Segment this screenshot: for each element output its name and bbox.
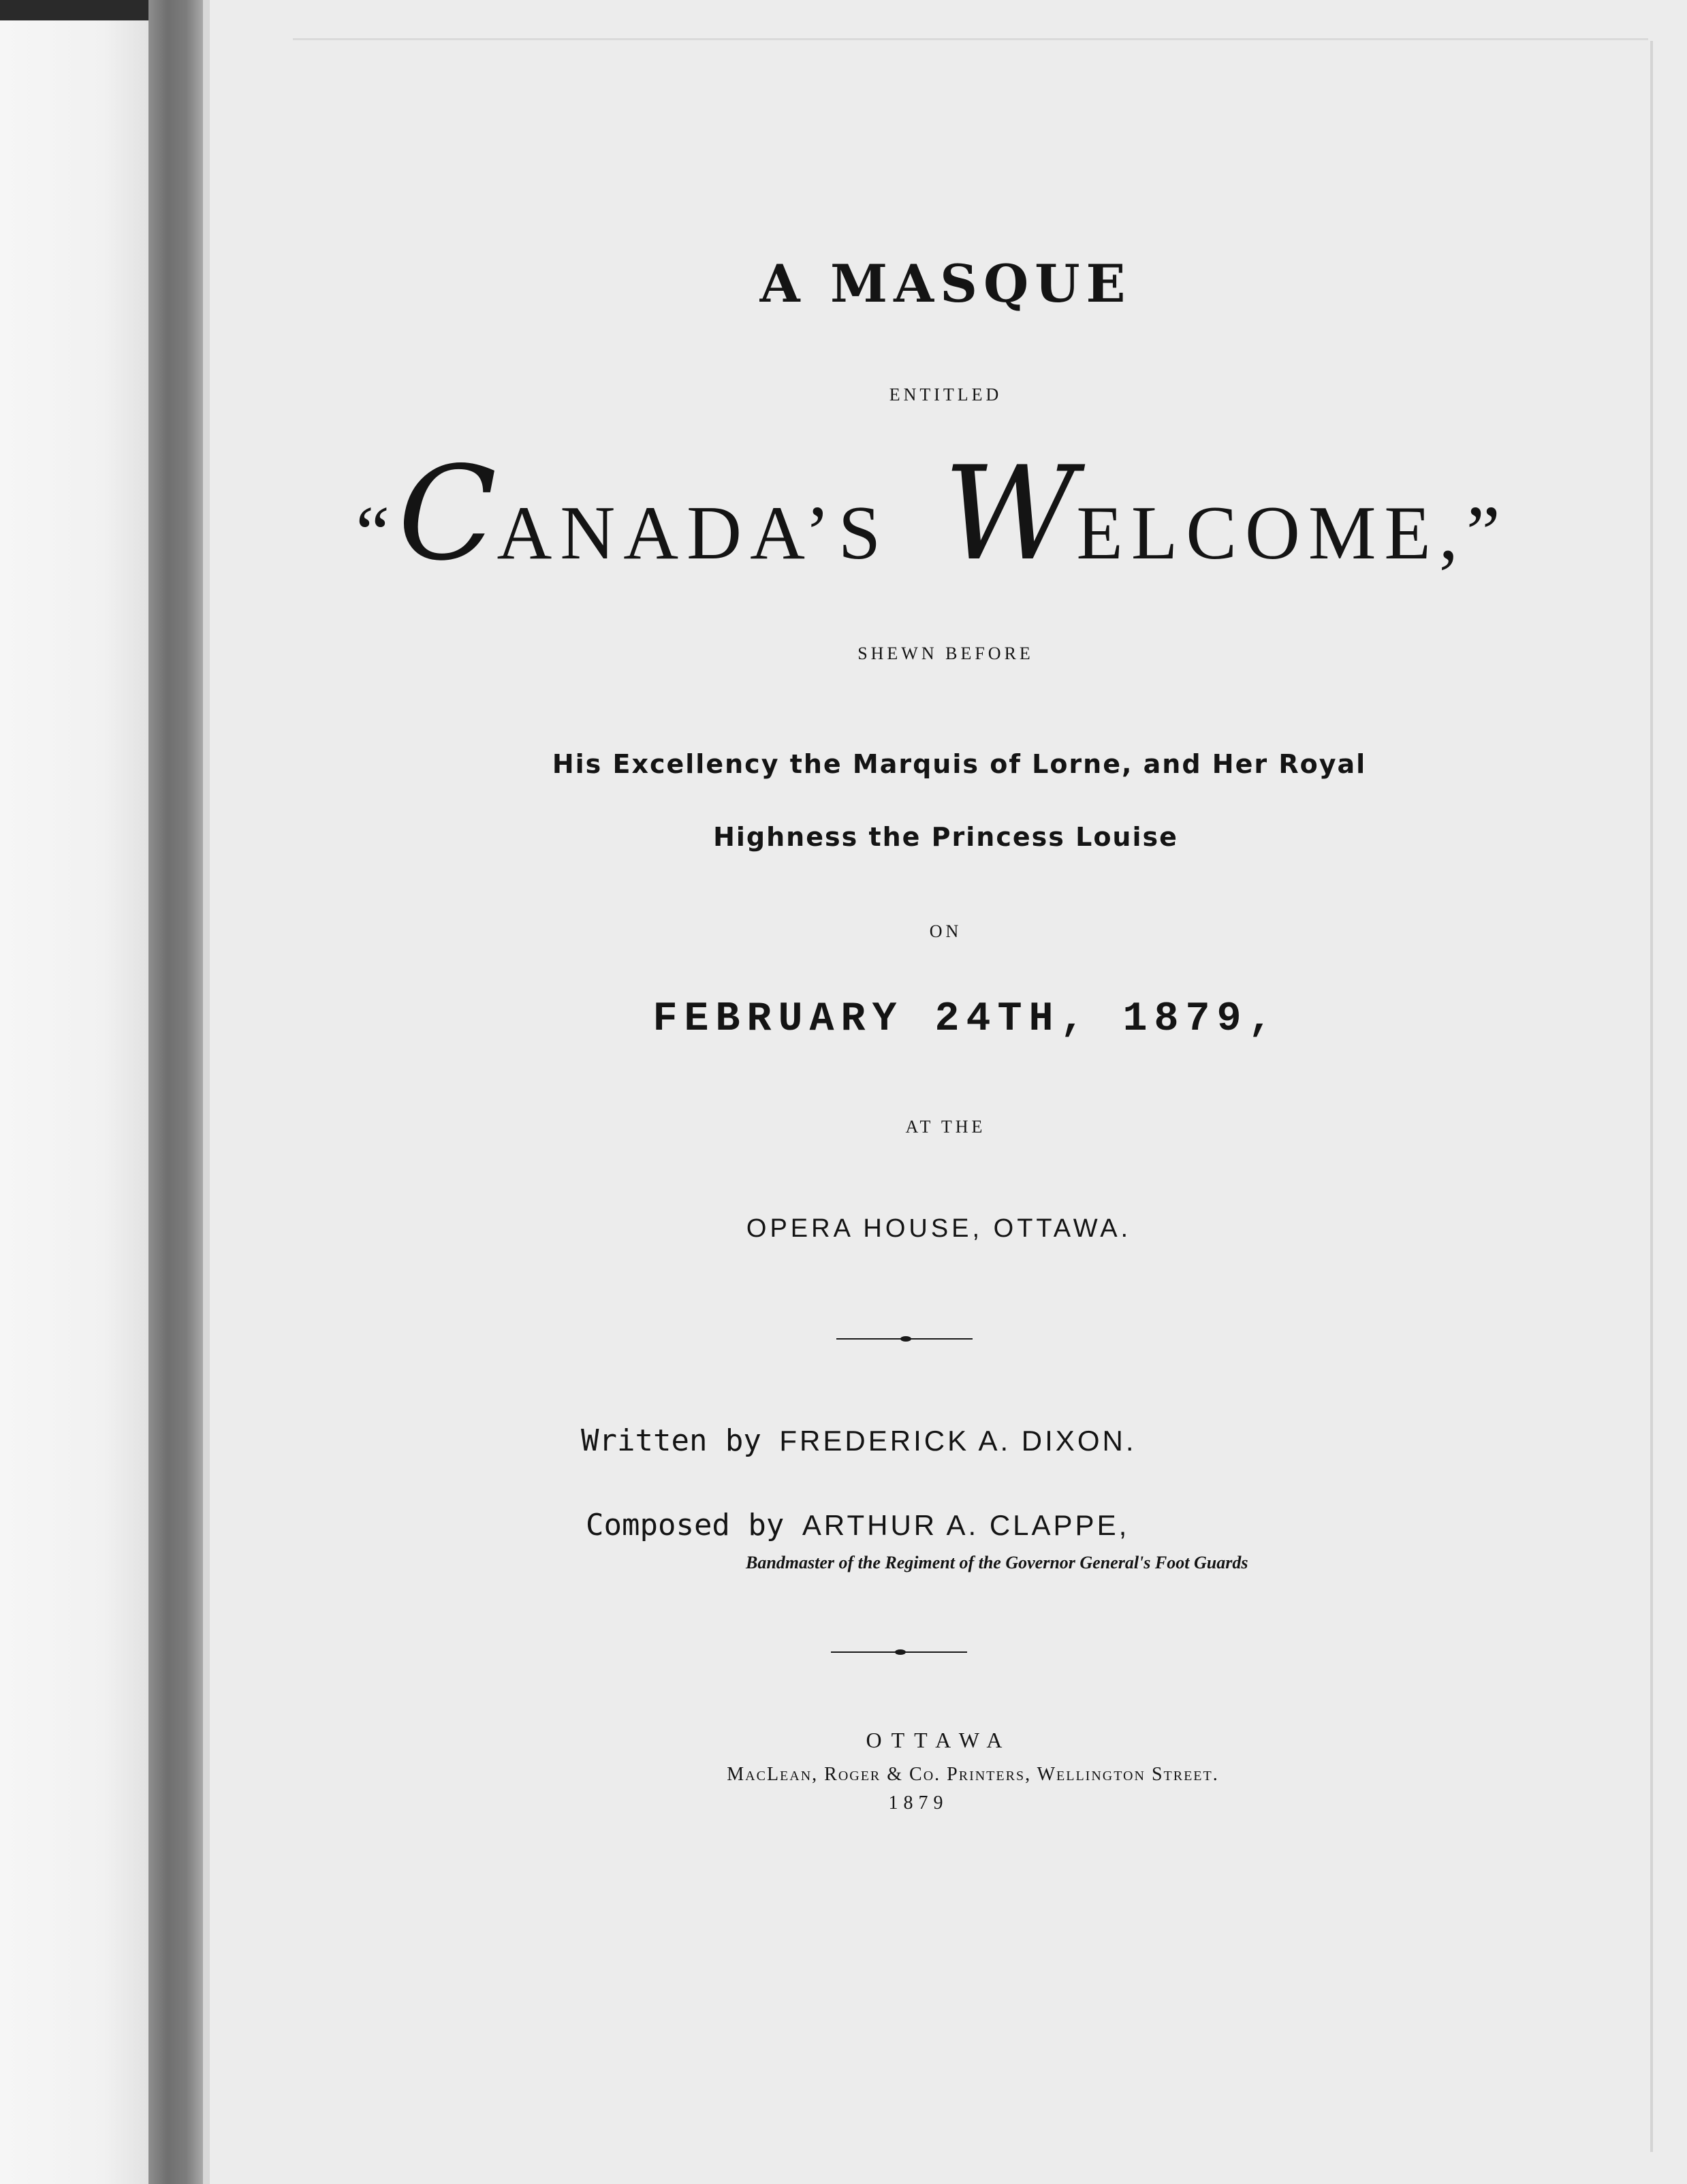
imprint-year: 1879: [888, 1792, 949, 1814]
title-initial-c: C: [398, 439, 497, 589]
personages-line-1: His Excellency the Marquis of Lorne, and Her Royal: [552, 749, 1367, 779]
title-initial-w: W: [943, 439, 1077, 589]
rule-left-bar: [836, 1338, 902, 1340]
at-the-label: AT THE: [905, 1117, 986, 1137]
imprint-printer: MacLean, Roger & Co. Printers, Wellington Street.: [727, 1764, 1219, 1785]
title-word-welcome: ELCOME,: [1076, 491, 1466, 575]
masque-heading: A MASQUE: [759, 253, 1132, 314]
ornamental-rule: [831, 1649, 967, 1655]
written-by-label: Written by: [581, 1423, 761, 1458]
title-open-quote: “: [356, 491, 398, 575]
book-spine-shadow: [148, 0, 203, 2184]
shewn-before-label: SHEWN BEFORE: [857, 644, 1034, 663]
author-name: FREDERICK A. DIXON.: [779, 1425, 1137, 1457]
rule-right-bar: [910, 1338, 973, 1340]
imprint-city: OTTAWA: [866, 1728, 1012, 1752]
title-page: [210, 0, 1687, 2184]
composed-by-label: Composed by: [586, 1508, 785, 1542]
page-gutter: [203, 0, 210, 2184]
venue: OPERA HOUSE, OTTAWA.: [746, 1214, 1132, 1243]
rule-right-bar: [904, 1651, 967, 1653]
personages-line-2: Highness the Princess Louise: [713, 822, 1178, 852]
performance-date: FEBRUARY 24TH, 1879,: [652, 996, 1280, 1043]
ornamental-rule: [836, 1336, 973, 1342]
composed-by-line: [586, 1508, 1129, 1542]
title-close-quote: ”: [1466, 491, 1509, 575]
page-edge-right: [1650, 41, 1653, 2152]
composer-title: Bandmaster of the Regiment of the Governor General's Foot Guards: [746, 1553, 1248, 1572]
rule-left-bar: [831, 1651, 896, 1653]
on-label: ON: [929, 921, 962, 941]
entitled-label: ENTITLED: [889, 385, 1003, 405]
work-title: [0, 439, 1687, 605]
title-word-canadas: ANADA’S: [496, 491, 889, 575]
written-by-line: [581, 1423, 1136, 1458]
page-edge-top: [293, 38, 1648, 40]
composer-name: ARTHUR A. CLAPPE,: [802, 1509, 1130, 1541]
left-binding-margin: [0, 0, 148, 2184]
